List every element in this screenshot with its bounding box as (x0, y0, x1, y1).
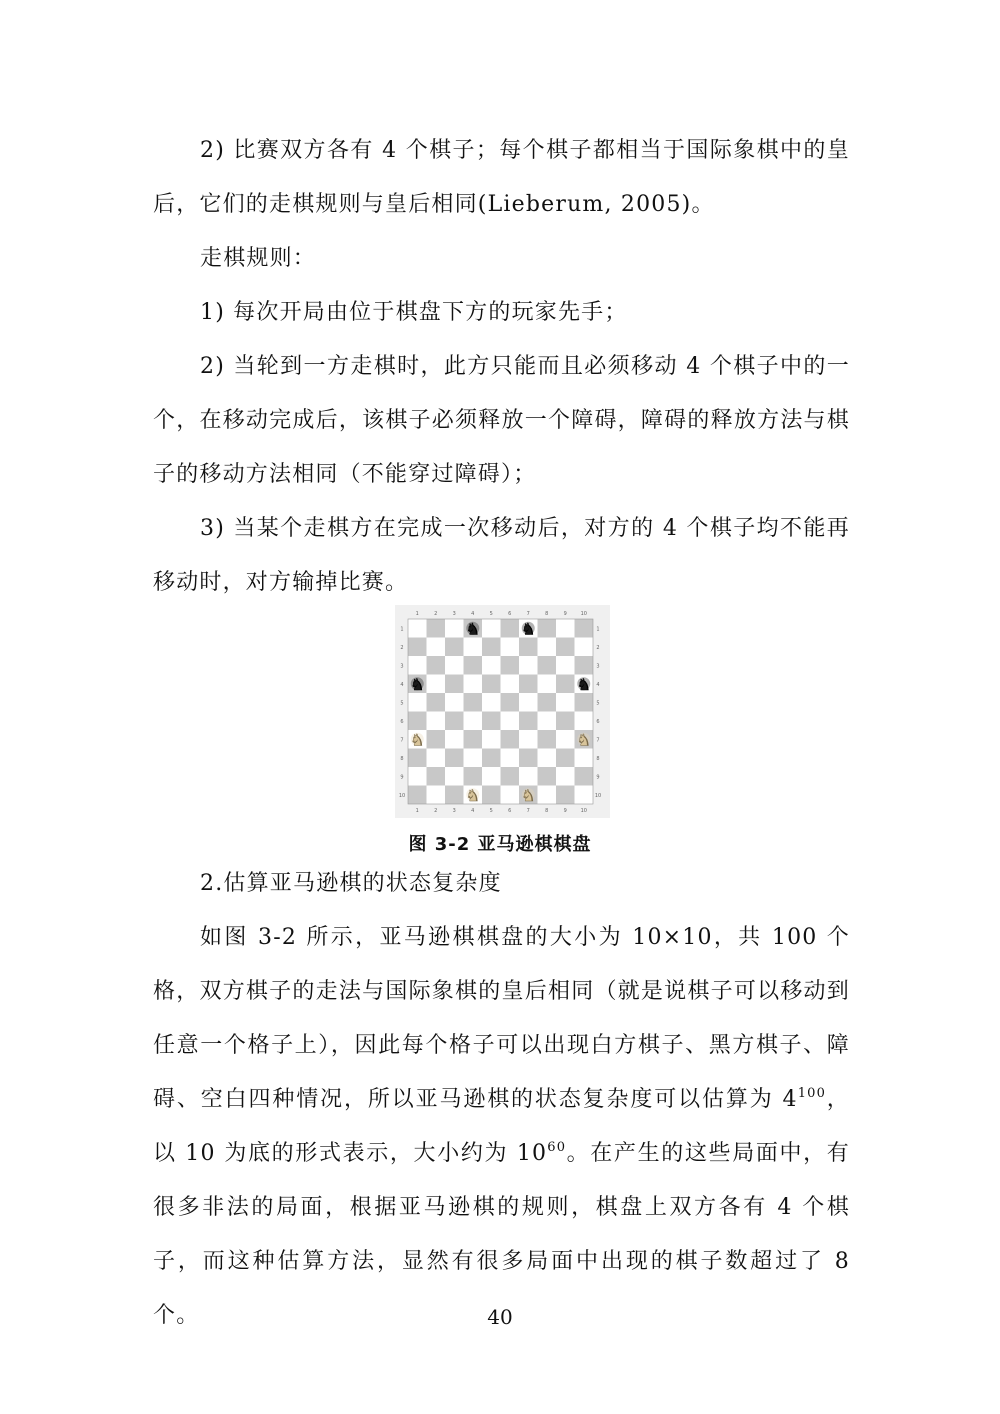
row-label: 6 (400, 718, 404, 725)
board-square (538, 693, 557, 712)
board-square (445, 749, 464, 768)
board-square (575, 712, 594, 731)
board-square (556, 730, 575, 749)
board-square (427, 749, 446, 768)
board-square (427, 638, 446, 657)
board-square (575, 638, 594, 657)
board-square (464, 693, 483, 712)
board-square (575, 749, 594, 768)
exponent-100: 100 (797, 1086, 827, 1101)
board-square (519, 675, 538, 694)
column-label: 5 (489, 808, 493, 814)
row-label: 3 (596, 663, 600, 670)
board-square (501, 693, 520, 712)
row-label: 5 (596, 700, 600, 707)
column-label: 10 (580, 808, 587, 814)
board-square (482, 619, 501, 638)
paragraph-complexity (153, 911, 850, 1343)
board-square (427, 712, 446, 731)
white-knight-icon (410, 730, 424, 749)
board-square (556, 693, 575, 712)
board-square (445, 675, 464, 694)
page-number: 40 (487, 1305, 513, 1329)
board-square (445, 767, 464, 786)
board-square (445, 638, 464, 657)
board-square (427, 767, 446, 786)
row-label: 4 (400, 681, 404, 688)
board-square (501, 767, 520, 786)
board-square (556, 619, 575, 638)
board-square (519, 712, 538, 731)
column-label: 7 (526, 611, 530, 617)
board-square (501, 749, 520, 768)
board-square (501, 619, 520, 638)
svg-text:♞: ♞ (576, 730, 591, 750)
board-square (408, 749, 427, 768)
column-label: 4 (471, 611, 475, 617)
board-square (575, 619, 594, 638)
board-square (482, 675, 501, 694)
board-square (408, 786, 427, 805)
board-square (556, 638, 575, 657)
column-label: 1 (415, 611, 419, 617)
column-label: 3 (452, 611, 456, 617)
white-knight-icon (577, 730, 591, 749)
paragraph-move-rules-heading: 走棋规则： (200, 246, 317, 271)
board-square (501, 786, 520, 805)
paragraph-rule-2: 2) 当轮到一方走棋时，此方只能而且必须移动 4 个棋子中的一个，在移动完成后，该棋子必须释放一个障碍，障碍的释放方法与棋子的移动方法相同（不能穿过障碍）； (153, 354, 850, 487)
column-label: 10 (580, 611, 587, 617)
section-heading-complexity: 2.估算亚马逊棋的状态复杂度 (200, 871, 502, 896)
row-label: 2 (400, 644, 404, 651)
paragraph-rule-1: 1) 每次开局由位于棋盘下方的玩家先手； (200, 300, 628, 325)
svg-text:♞: ♞ (410, 730, 425, 750)
paragraph-queen-rule: 2) 比赛双方各有 4 个棋子；每个棋子都相当于国际象棋中的皇后，它们的走棋规则与皇后相同(Lieberum, 2005)。 (153, 138, 850, 217)
board-square (445, 619, 464, 638)
board-square (427, 675, 446, 694)
row-label: 7 (596, 737, 600, 744)
svg-text:♞: ♞ (576, 674, 591, 694)
board-square (464, 749, 483, 768)
board-square (538, 730, 557, 749)
board-square (575, 786, 594, 805)
column-label: 6 (508, 611, 512, 617)
board-square (538, 786, 557, 805)
board-square (538, 749, 557, 768)
row-label: 7 (400, 737, 404, 744)
board-square (482, 638, 501, 657)
board-square (556, 656, 575, 675)
black-knight-icon (521, 619, 535, 638)
board-square (408, 712, 427, 731)
board-square (464, 730, 483, 749)
board-square (501, 730, 520, 749)
row-label: 3 (400, 663, 404, 670)
black-knight-icon (577, 675, 591, 694)
amazons-board (395, 605, 610, 818)
svg-text:♞: ♞ (465, 619, 480, 639)
board-square (519, 767, 538, 786)
board-square (519, 638, 538, 657)
board-square (519, 656, 538, 675)
row-label: 9 (400, 774, 404, 781)
column-label: 4 (471, 808, 475, 814)
row-label: 1 (400, 626, 404, 633)
board-square (482, 693, 501, 712)
svg-text:♞: ♞ (465, 785, 480, 805)
black-knight-icon (410, 675, 424, 694)
column-label: 6 (508, 808, 512, 814)
row-label: 10 (398, 792, 406, 799)
column-label: 5 (489, 611, 493, 617)
board-square (575, 767, 594, 786)
row-label: 4 (596, 681, 600, 688)
figure-caption: 图 3-2 亚马逊棋棋盘 (408, 834, 592, 855)
board-square (427, 786, 446, 805)
board-square (519, 749, 538, 768)
column-label: 9 (563, 808, 567, 814)
svg-text:♞: ♞ (410, 674, 425, 694)
column-label: 8 (545, 808, 549, 814)
column-label: 1 (415, 808, 419, 814)
board-square (445, 786, 464, 805)
board-square (427, 619, 446, 638)
exponent-60: 60 (547, 1140, 567, 1155)
board-square (464, 656, 483, 675)
board-square (538, 619, 557, 638)
board-square (482, 767, 501, 786)
board-square (408, 693, 427, 712)
column-label: 9 (563, 611, 567, 617)
board-square (538, 638, 557, 657)
white-knight-icon (466, 786, 480, 805)
board-square (501, 638, 520, 657)
board-square (538, 675, 557, 694)
board-square (408, 656, 427, 675)
complexity-text-2: ，以 10 为底的形式表示，大小约为 10 (153, 1087, 850, 1166)
board-square (408, 638, 427, 657)
row-label: 5 (400, 700, 404, 707)
board-square (556, 786, 575, 805)
board-square (445, 730, 464, 749)
board-square (538, 656, 557, 675)
row-label: 2 (596, 644, 600, 651)
row-label: 9 (596, 774, 600, 781)
board-square (519, 693, 538, 712)
board-square (427, 656, 446, 675)
row-label: 10 (594, 792, 602, 799)
board-square (482, 656, 501, 675)
board-square (482, 730, 501, 749)
board-square (556, 675, 575, 694)
row-label: 6 (596, 718, 600, 725)
board-square (427, 730, 446, 749)
board-square (427, 693, 446, 712)
amazons-board-figure (395, 605, 610, 818)
row-label: 8 (596, 755, 600, 762)
row-label: 1 (596, 626, 600, 633)
complexity-text-1: 如图 3-2 所示，亚马逊棋棋盘的大小为 10×10，共 100 个格，双方棋子的走法与国际象棋的皇后相同（就是说棋子可以移动到任意一个格子上），因此每个格子可以出现白方棋子、黑方棋子、障碍、空白四种情况，所以亚马逊棋的状态复杂度可以估算为 4 (153, 925, 850, 1112)
board-square (408, 619, 427, 638)
board-square (445, 693, 464, 712)
black-knight-icon (466, 619, 480, 638)
board-square (556, 712, 575, 731)
board-square (408, 767, 427, 786)
board-square (538, 712, 557, 731)
board-square (519, 730, 538, 749)
white-knight-icon (521, 786, 535, 805)
column-label: 8 (545, 611, 549, 617)
board-square (556, 749, 575, 768)
svg-text:♞: ♞ (521, 619, 536, 639)
board-square (482, 749, 501, 768)
board-square (501, 656, 520, 675)
column-label: 7 (526, 808, 530, 814)
paragraph-rule-3: 3) 当某个走棋方在完成一次移动后，对方的 4 个棋子均不能再移动时，对方输掉比赛。 (153, 516, 850, 595)
board-square (445, 712, 464, 731)
board-square (556, 767, 575, 786)
complexity-text-3: 。在产生的这些局面中，有很多非法的局面，根据亚马逊棋的规则，棋盘上双方各有 4 个棋子，而这种估算方法，显然有很多局面中出现的棋子数超过了 8 个。 (153, 1141, 851, 1328)
column-label: 2 (434, 611, 438, 617)
board-square (538, 767, 557, 786)
board-square (464, 767, 483, 786)
board-square (482, 712, 501, 731)
board-square (464, 712, 483, 731)
board-square (445, 656, 464, 675)
board-square (575, 656, 594, 675)
board-square (482, 786, 501, 805)
column-label: 3 (452, 808, 456, 814)
board-square (501, 712, 520, 731)
board-square (575, 693, 594, 712)
board-square (501, 675, 520, 694)
svg-text:♞: ♞ (521, 785, 536, 805)
row-label: 8 (400, 755, 404, 762)
board-square (464, 638, 483, 657)
column-label: 2 (434, 808, 438, 814)
board-square (464, 675, 483, 694)
